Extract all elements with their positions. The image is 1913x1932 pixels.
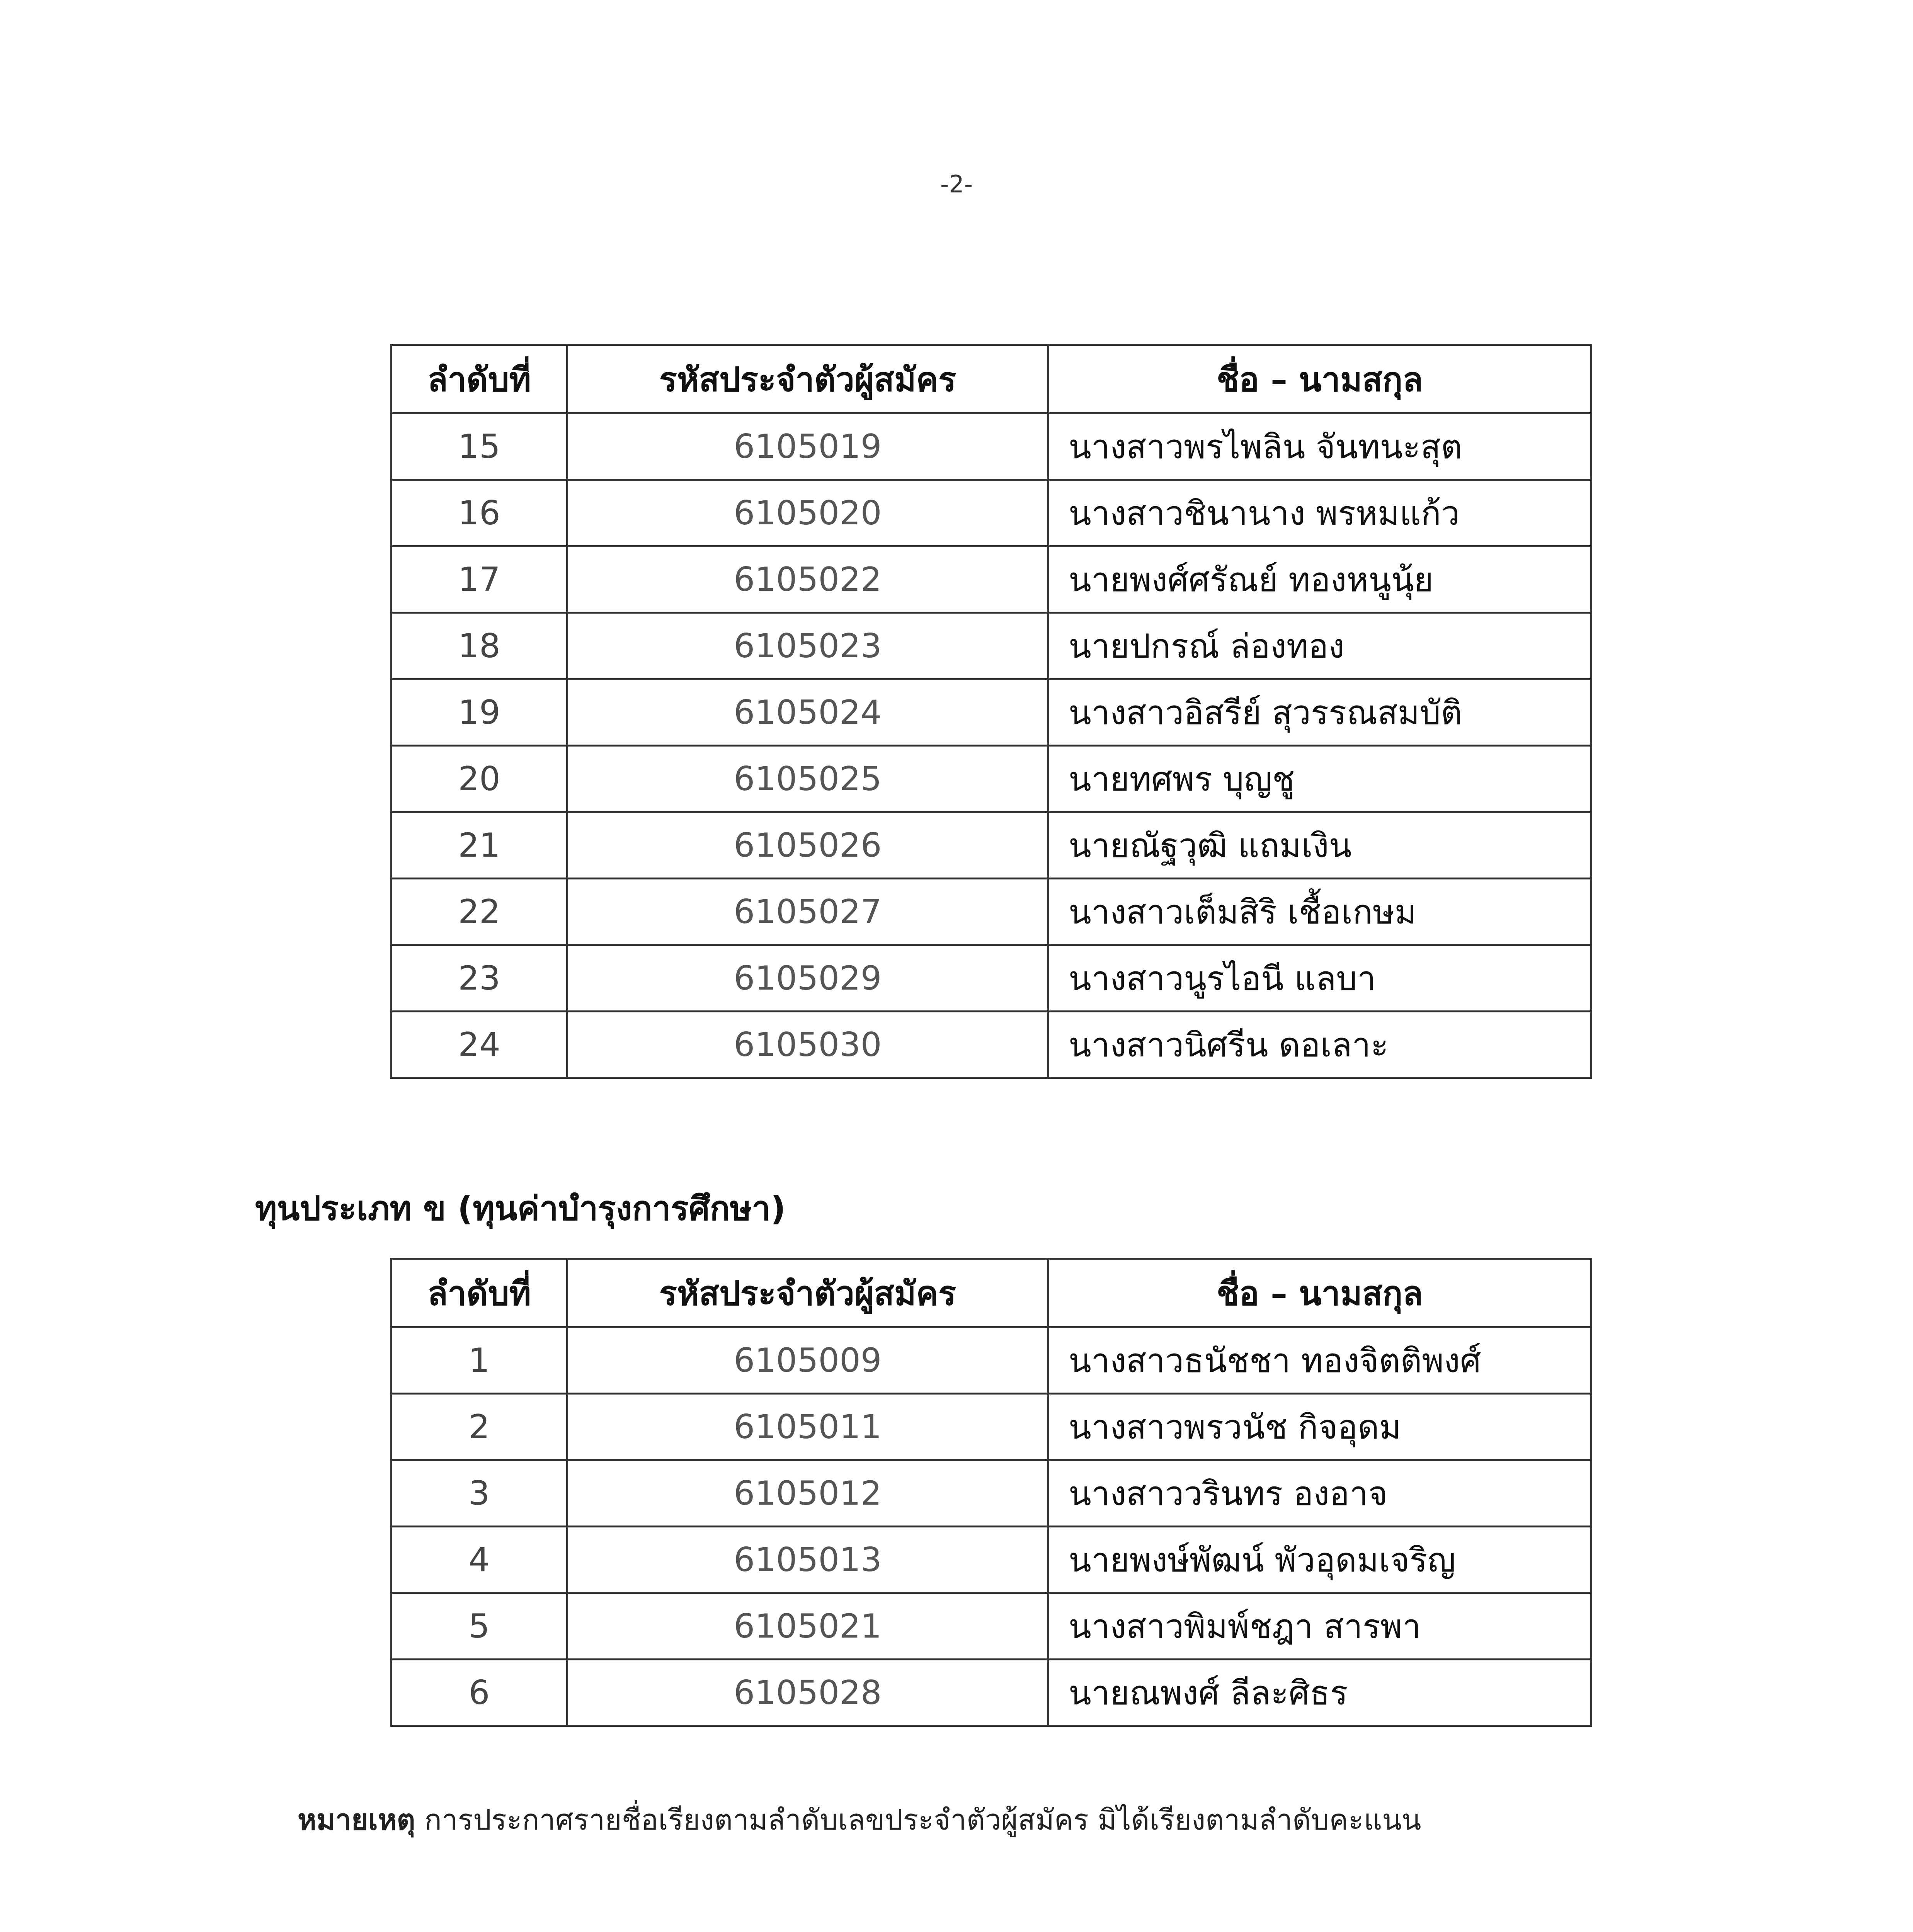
row-number: 20 bbox=[391, 746, 567, 812]
row-number: 5 bbox=[391, 1593, 567, 1660]
table-row bbox=[391, 413, 1591, 480]
applicant-name: นายปกรณ์ ล่องทอง bbox=[1048, 613, 1591, 679]
page-number: -2- bbox=[940, 170, 973, 198]
applicant-code: 6105026 bbox=[567, 812, 1048, 879]
table-row bbox=[391, 480, 1591, 546]
applicant-name: นางสาวอิสรีย์ สุวรรณสมบัติ bbox=[1048, 679, 1591, 746]
row-number: 17 bbox=[391, 546, 567, 613]
applicant-name: นางสาวนูรไอนี แลบา bbox=[1048, 945, 1591, 1012]
row-number: 16 bbox=[391, 480, 567, 546]
table-row bbox=[391, 1460, 1591, 1527]
applicant-name: นายพงศ์ศรัณย์ ทองหนูนุ้ย bbox=[1048, 546, 1591, 613]
closing-paragraph bbox=[139, 1928, 1778, 1932]
table-row bbox=[391, 746, 1591, 812]
applicant-name: นางสาวพิมพ์ชฎา สารพา bbox=[1048, 1593, 1591, 1660]
applicant-name: นางสาวพรไพลิน จันทนะสุต bbox=[1048, 413, 1591, 480]
scholarship-table-a bbox=[390, 344, 1592, 1079]
applicant-code: 6105028 bbox=[567, 1660, 1048, 1726]
applicant-code: 6105024 bbox=[567, 679, 1048, 746]
table-row bbox=[391, 1012, 1591, 1078]
applicant-code: 6105011 bbox=[567, 1394, 1048, 1460]
applicant-code: 6105012 bbox=[567, 1460, 1048, 1527]
section-b-title: ทุนประเภท ข (ทุนค่าบำรุงการศึกษา) bbox=[255, 1189, 786, 1228]
header-no: ลำดับที่ bbox=[391, 345, 567, 413]
table-row bbox=[391, 1394, 1591, 1460]
applicant-code: 6105019 bbox=[567, 413, 1048, 480]
applicant-name: นางสาวนิศรีน ดอเลาะ bbox=[1048, 1012, 1591, 1078]
row-number: 3 bbox=[391, 1460, 567, 1527]
header-code: รหัสประจำตัวผู้สมัคร bbox=[567, 345, 1048, 413]
applicant-code: 6105013 bbox=[567, 1527, 1048, 1593]
applicant-code: 6105023 bbox=[567, 613, 1048, 679]
header-name: ชื่อ – นามสกุล bbox=[1048, 345, 1591, 413]
applicant-name: นายพงษ์พัฒน์ พัวอุดมเจริญ bbox=[1048, 1527, 1591, 1593]
applicant-name: นางสาวชินานาง พรหมแก้ว bbox=[1048, 480, 1591, 546]
table-row bbox=[391, 879, 1591, 945]
table-row bbox=[391, 812, 1591, 879]
header-code: รหัสประจำตัวผู้สมัคร bbox=[567, 1259, 1048, 1327]
applicant-code: 6105021 bbox=[567, 1593, 1048, 1660]
header-name: ชื่อ – นามสกุล bbox=[1048, 1259, 1591, 1327]
table-header-row bbox=[391, 1259, 1591, 1327]
applicant-name: นางสาวพรวนัช กิจอุดม bbox=[1048, 1394, 1591, 1460]
row-number: 15 bbox=[391, 413, 567, 480]
applicant-code: 6105029 bbox=[567, 945, 1048, 1012]
remark-text: การประกาศรายชื่อเรียงตามลำดับเลขประจำตัวผู้สมัคร มิได้เรียงตามลำดับคะแนน bbox=[415, 1803, 1421, 1837]
row-number: 22 bbox=[391, 879, 567, 945]
table-row bbox=[391, 945, 1591, 1012]
header-no: ลำดับที่ bbox=[391, 1259, 567, 1327]
applicant-name: นายทศพร บุญชู bbox=[1048, 746, 1591, 812]
remark-note bbox=[298, 1797, 1421, 1842]
row-number: 1 bbox=[391, 1327, 567, 1394]
applicant-code: 6105020 bbox=[567, 480, 1048, 546]
applicant-name: นายณัฐวุฒิ แถมเงิน bbox=[1048, 812, 1591, 879]
applicant-name: นางสาววรินทร องอาจ bbox=[1048, 1460, 1591, 1527]
applicant-code: 6105027 bbox=[567, 879, 1048, 945]
row-number: 4 bbox=[391, 1527, 567, 1593]
table-row bbox=[391, 1593, 1591, 1660]
row-number: 21 bbox=[391, 812, 567, 879]
row-number: 23 bbox=[391, 945, 567, 1012]
applicant-code: 6105022 bbox=[567, 546, 1048, 613]
remark-label: หมายเหตุ bbox=[298, 1803, 415, 1837]
applicant-name: นางสาวธนัชชา ทองจิตติพงศ์ bbox=[1048, 1327, 1591, 1394]
row-number: 6 bbox=[391, 1660, 567, 1726]
table-row bbox=[391, 679, 1591, 746]
row-number: 2 bbox=[391, 1394, 567, 1460]
applicant-code: 6105009 bbox=[567, 1327, 1048, 1394]
table-row bbox=[391, 1327, 1591, 1394]
table-header-row bbox=[391, 345, 1591, 413]
table-row bbox=[391, 546, 1591, 613]
applicant-name: นางสาวเต็มสิริ เชื้อเกษม bbox=[1048, 879, 1591, 945]
applicant-code: 6105030 bbox=[567, 1012, 1048, 1078]
applicant-name: นายณพงศ์ ลีละศิธร bbox=[1048, 1660, 1591, 1726]
table-row bbox=[391, 1660, 1591, 1726]
row-number: 19 bbox=[391, 679, 567, 746]
row-number: 18 bbox=[391, 613, 567, 679]
scholarship-table-b bbox=[390, 1258, 1592, 1727]
applicant-code: 6105025 bbox=[567, 746, 1048, 812]
table-row bbox=[391, 1527, 1591, 1593]
table-row bbox=[391, 613, 1591, 679]
row-number: 24 bbox=[391, 1012, 567, 1078]
